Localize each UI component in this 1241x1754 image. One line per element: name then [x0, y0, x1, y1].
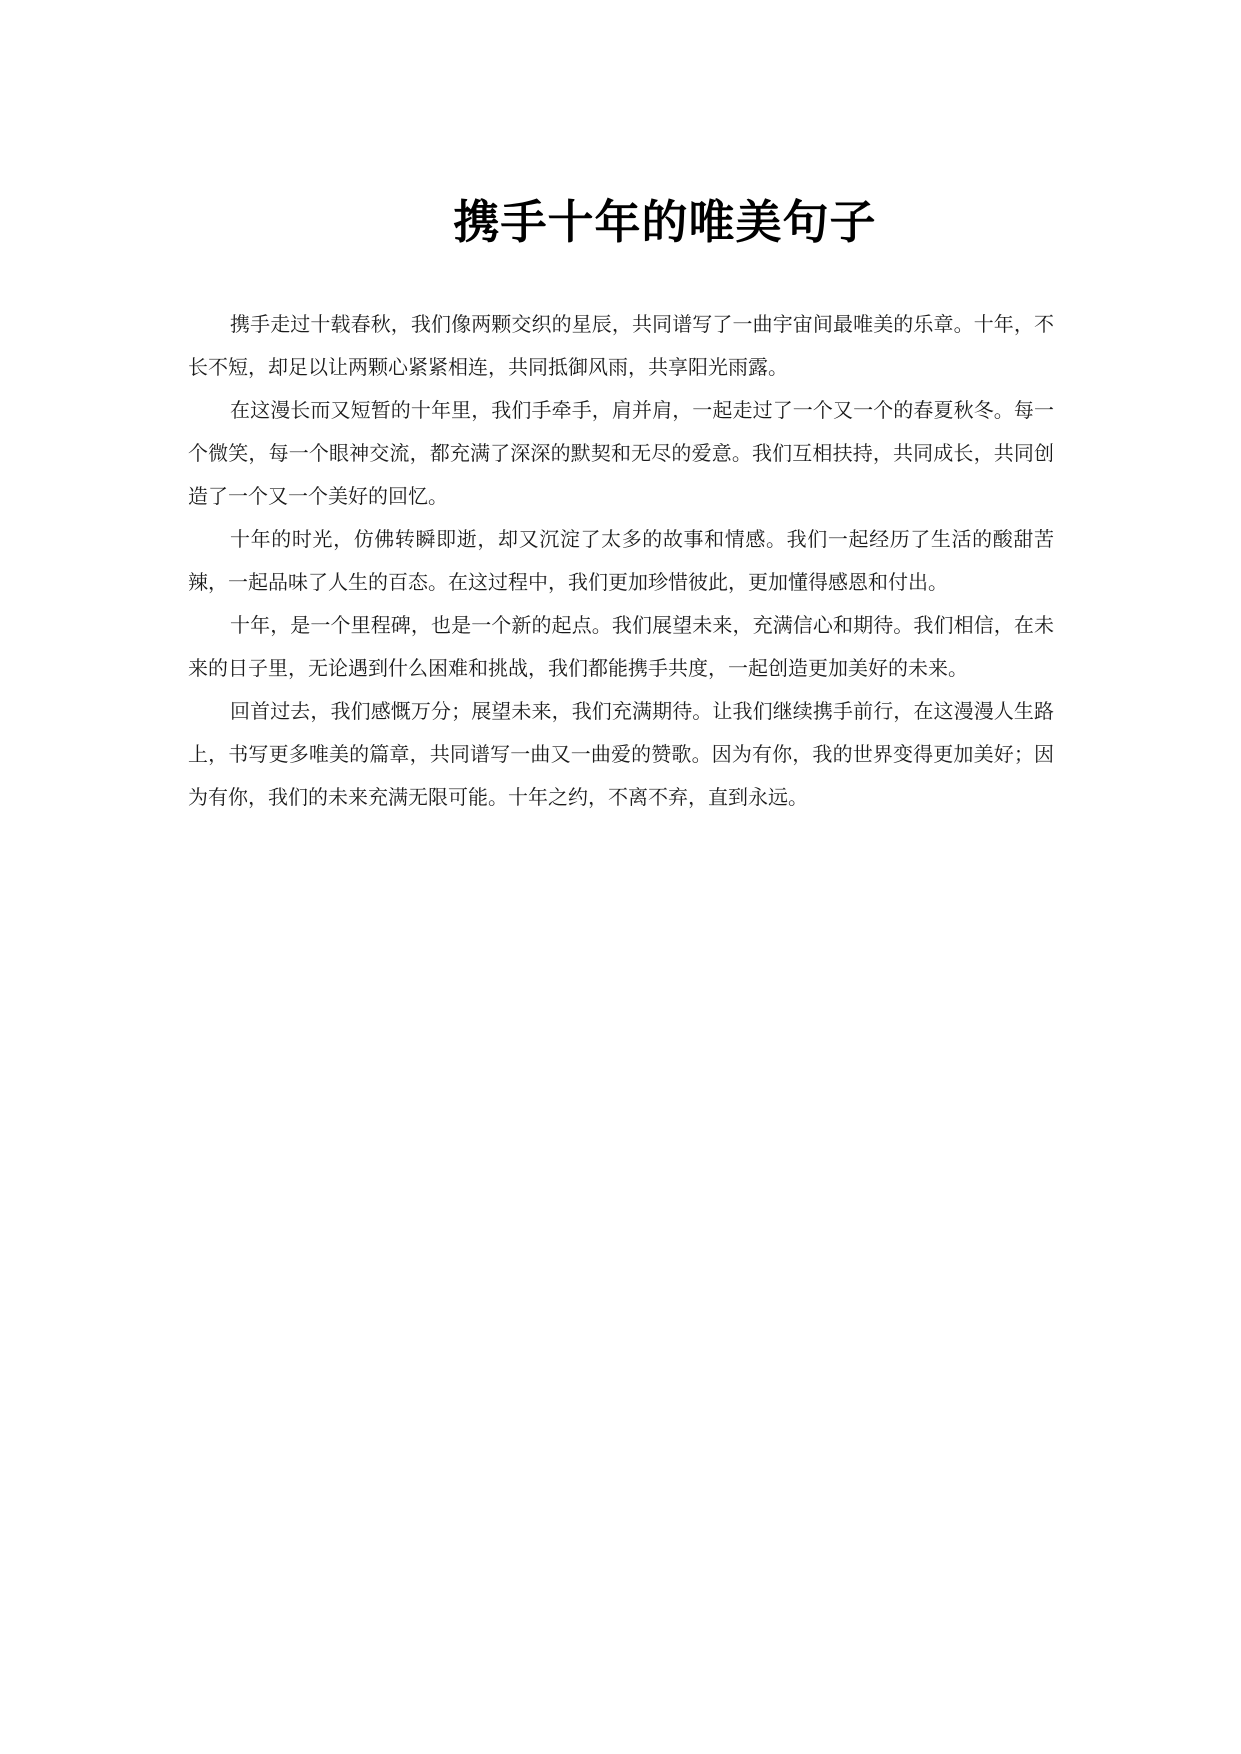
- document-title: 携手十年的唯美句子: [453, 195, 877, 249]
- paragraph-2: 在这漫长而又短暂的十年里，我们手牵手，肩并肩，一起走过了一个又一个的春夏秋冬。每一个微笑，每一个眼神交流，都充满了深深的默契和无尽的爱意。我们互相扶持，共同成长，共同创造了一个又一个美好的回忆。: [188, 398, 1054, 508]
- paragraph-3: 十年的时光，仿佛转瞬即逝，却又沉淀了太多的故事和情感。我们一起经历了生活的酸甜苦辣，一起品味了人生的百态。在这过程中，我们更加珍惜彼此，更加懂得感恩和付出。: [188, 527, 1054, 594]
- paragraph-1: 携手走过十载春秋，我们像两颗交织的星辰，共同谱写了一曲宇宙间最唯美的乐章。十年，不长不短，却足以让两颗心紧紧相连，共同抵御风雨，共享阳光雨露。: [188, 312, 1054, 379]
- paragraph-5: 回首过去，我们感慨万分；展望未来，我们充满期待。让我们继续携手前行，在这漫漫人生路上，书写更多唯美的篇章，共同谱写一曲又一曲爱的赞歌。因为有你，我的世界变得更加美好；因为有你，我们的未来充满无限可能。十年之约，不离不弃，直到永远。: [188, 699, 1054, 809]
- paragraph-4: 十年，是一个里程碑，也是一个新的起点。我们展望未来，充满信心和期待。我们相信，在未来的日子里，无论遇到什么困难和挑战，我们都能携手共度，一起创造更加美好的未来。: [188, 613, 1054, 680]
- document-body: [188, 303, 1054, 819]
